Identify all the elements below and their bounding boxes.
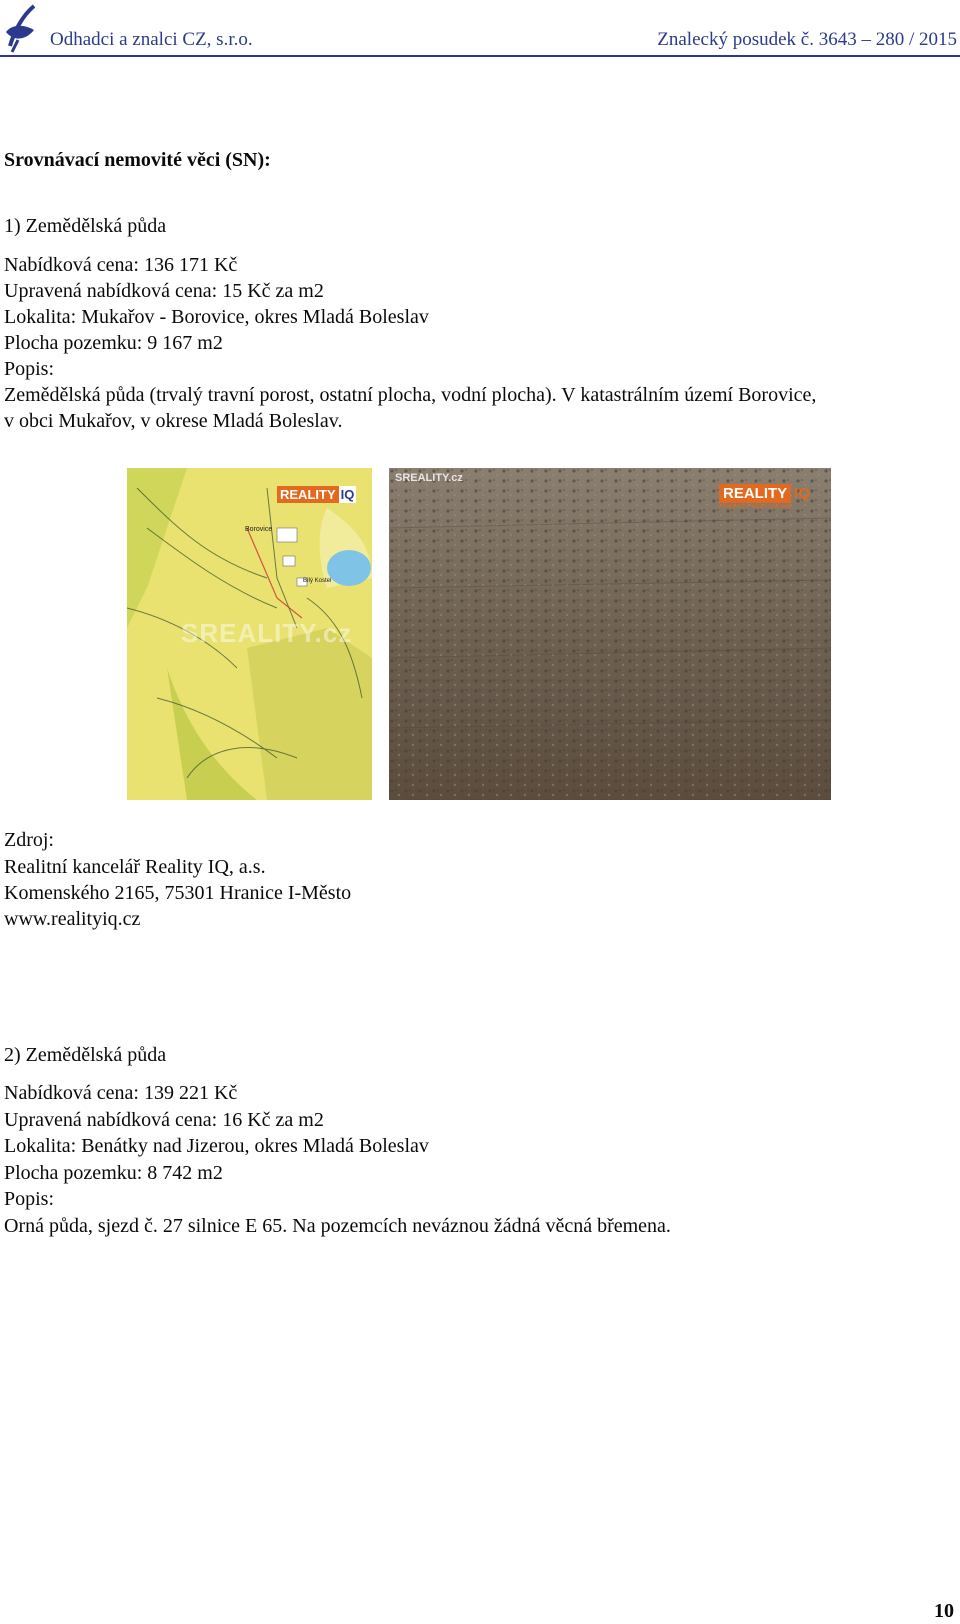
map-label-borovice: Borovice: [245, 526, 273, 533]
reality-badge-text: REALITY: [277, 486, 339, 503]
reality-iq-badge: [277, 484, 356, 504]
source-address: Komenského 2165, 75301 Hranice I-Město: [4, 882, 352, 904]
section-title: Srovnávací nemovité věci (SN):: [4, 149, 271, 171]
source-name: Realitní kancelář Reality IQ, a.s.: [4, 856, 266, 878]
property2-locality: Lokalita: Benátky nad Jizerou, okres Mladá Boleslav: [4, 1135, 429, 1157]
property1-offer-price: Nabídková cena: 136 171 Kč: [4, 254, 238, 276]
property1-title: 1) Zemědělská půda: [4, 215, 167, 237]
property2-area: Plocha pozemku: 8 742 m2: [4, 1162, 223, 1184]
property1-area: Plocha pozemku: 9 167 m2: [4, 332, 223, 354]
property2-description: Orná půda, sjezd č. 27 silnice E 65. Na pozemcích neváznou žádná věcná břemena.: [4, 1215, 671, 1237]
page-header: [0, 0, 960, 58]
photo-iq-text: IQ: [794, 485, 811, 502]
photo-brand-tagline: inteligentní realitní kancelář: [719, 504, 793, 510]
property2-description-label: Popis:: [4, 1188, 55, 1210]
property1-description-label: Popis:: [4, 358, 55, 380]
source-web[interactable]: www.realityiq.cz: [4, 908, 141, 930]
company-logo-icon: [4, 2, 38, 54]
property1-description-line2: v obci Mukařov, v okrese Mladá Boleslav.: [4, 410, 343, 432]
field-photo-image: [389, 468, 831, 800]
map-watermark: SREALITY.cz: [181, 618, 353, 648]
property2-title: 2) Zemědělská půda: [4, 1044, 167, 1066]
page-number: 10: [934, 1600, 954, 1622]
map-label-bily-kostel: Bílý Kostel: [303, 578, 332, 584]
iq-badge-text: IQ: [340, 486, 355, 502]
company-name: Odhadci a znalci CZ, s.r.o.: [50, 29, 253, 50]
property2-adjusted-price: Upravená nabídková cena: 16 Kč za m2: [4, 1109, 324, 1131]
property2-offer-price: Nabídková cena: 139 221 Kč: [4, 1082, 238, 1104]
source-label: Zdroj:: [4, 829, 54, 851]
photo-reality-text: REALITY: [719, 484, 791, 503]
property1-locality: Lokalita: Mukařov - Borovice, okres Mladá Boleslav: [4, 306, 429, 328]
reality-iq-logo: [719, 484, 819, 510]
cadastral-map-image: [127, 468, 372, 800]
report-number: Znalecký posudek č. 3643 – 280 / 2015: [657, 29, 957, 50]
photo-watermark: SREALITY.cz: [395, 472, 463, 484]
header-rule: [0, 55, 960, 57]
property1-adjusted-price: Upravená nabídková cena: 15 Kč za m2: [4, 280, 324, 302]
property1-description-line1: Zemědělská půda (trvalý travní porost, ostatní plocha, vodní plocha). V katastrálním území Borovice,: [4, 384, 817, 406]
